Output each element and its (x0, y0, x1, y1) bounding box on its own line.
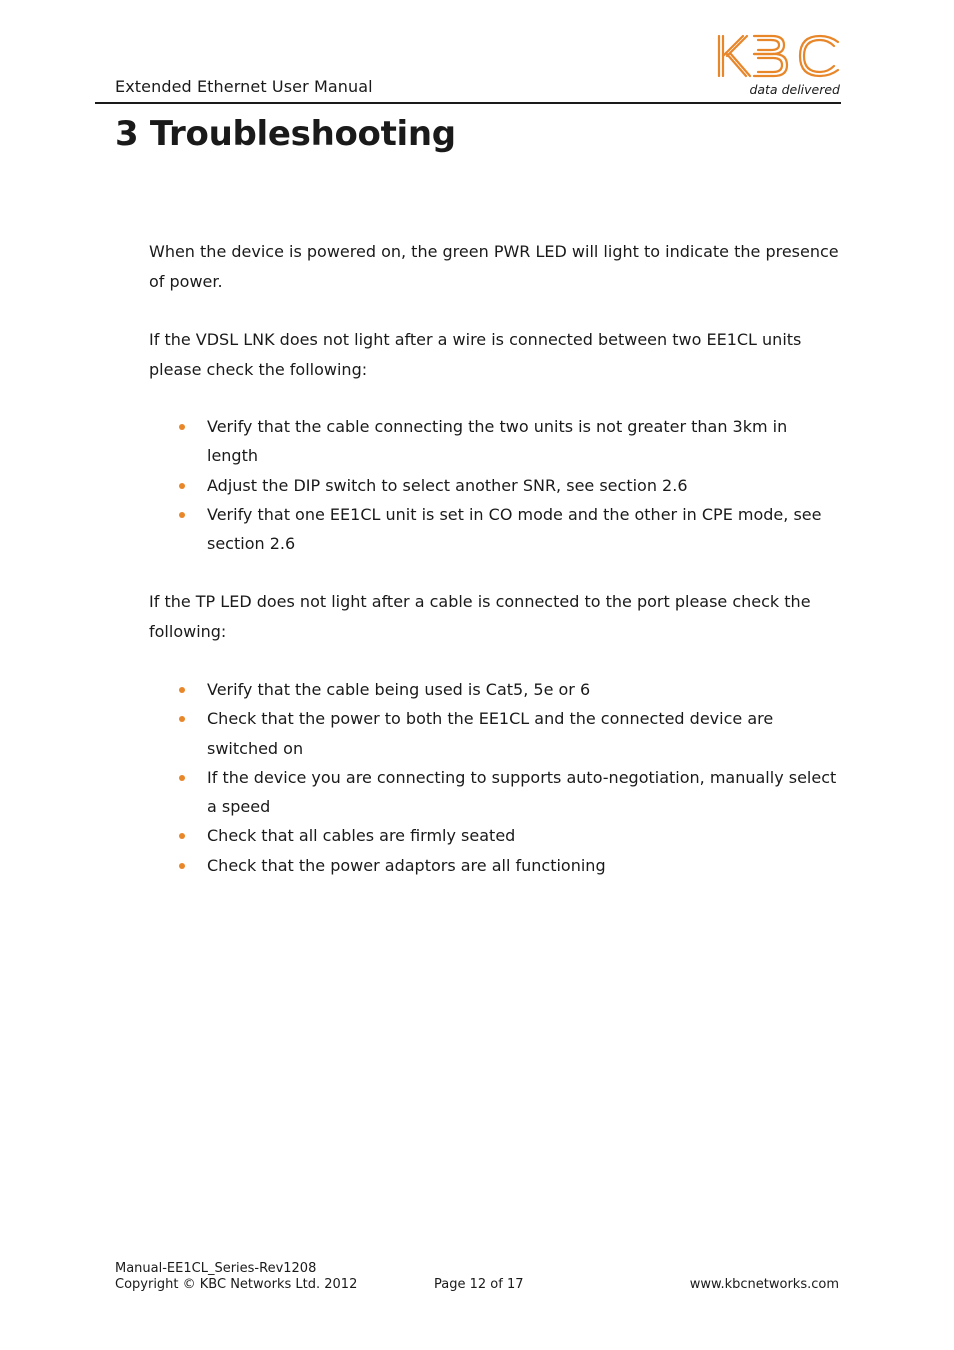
list-item (149, 821, 839, 850)
vdsl-check-list (149, 412, 839, 558)
list-item-text: Check that the power to both the EE1CL and the connected device are switched on (207, 709, 774, 758)
bullet-icon (179, 775, 185, 781)
footer-copyright: Copyright © KBC Networks Ltd. 2012 (115, 1276, 358, 1292)
bullet-icon (179, 863, 185, 869)
bullet-icon (179, 716, 185, 722)
bullet-icon (179, 512, 185, 518)
vdsl-intro-paragraph: If the VDSL LNK does not light after a wire is connected between two EE1CL units please check the following: (149, 330, 802, 379)
bullet-icon (179, 687, 185, 693)
bullet-icon (179, 483, 185, 489)
list-item-text: Verify that the cable connecting the two units is not greater than 3km in length (207, 417, 788, 466)
list-item-text: If the device you are connecting to supports auto-negotiation, manually select a speed (207, 767, 837, 817)
kbc-logo (716, 32, 842, 100)
bullet-icon (179, 424, 185, 430)
logo-tagline: data delivered (749, 82, 840, 97)
list-item-text: Check that the power adaptors are all functioning (207, 855, 606, 875)
header-divider (95, 102, 841, 104)
kbc-logo-mark (716, 32, 842, 80)
tp-check-list (149, 675, 839, 880)
power-led-paragraph: When the device is powered on, the green PWR LED will light to indicate the presence of power. (149, 242, 839, 291)
bullet-icon (179, 833, 185, 839)
footer-website-link[interactable]: www.kbcnetworks.com (689, 1277, 839, 1292)
list-item (149, 851, 839, 880)
list-item-text: Verify that one EE1CL unit is set in CO mode and the other in CPE mode, see section 2.6 (207, 504, 822, 554)
list-item (149, 500, 839, 559)
chapter-heading: 3 Troubleshooting (115, 114, 456, 154)
list-item-text: Check that all cables are firmly seated (207, 826, 516, 846)
footer-doc-id: Manual-EE1CL_Series-Rev1208 (115, 1261, 317, 1276)
document-title: Extended Ethernet User Manual (115, 77, 373, 96)
list-item (149, 471, 839, 500)
list-item-text: Adjust the DIP switch to select another SNR, see section 2.6 (207, 475, 688, 495)
list-item (149, 763, 839, 822)
list-item-text: Verify that the cable being used is Cat5, 5e or 6 (207, 680, 591, 699)
footer-left (115, 1261, 357, 1292)
list-item (149, 675, 839, 704)
footer-page-number: Page 12 of 17 (434, 1277, 524, 1292)
list-item (149, 412, 839, 471)
list-item (149, 704, 839, 763)
tp-intro-paragraph: If the TP LED does not light after a cable is connected to the port please check the following: (149, 592, 811, 641)
